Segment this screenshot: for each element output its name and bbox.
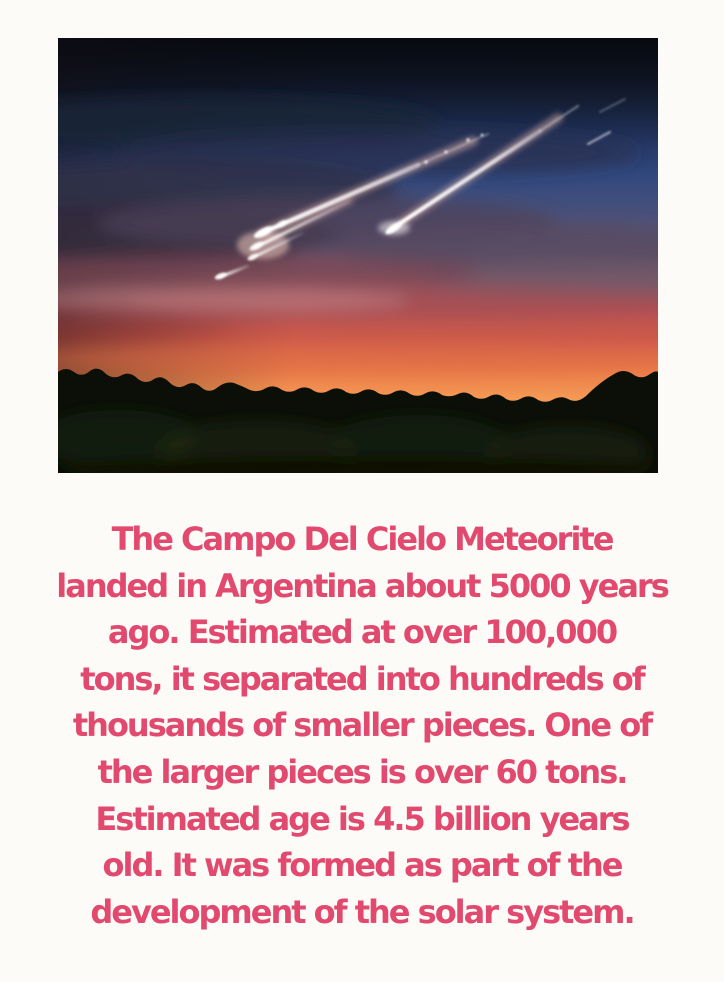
photo-detail-layer (58, 38, 658, 473)
caption-line: ago. Estimated at over 100,000 (107, 613, 617, 652)
caption-line: tons, it separated into hundreds of (80, 659, 644, 698)
caption-line: thousands of smaller pieces. One of (72, 706, 652, 745)
caption-line: Estimated age is 4.5 billion years (95, 799, 629, 838)
cloud-layer (58, 97, 658, 374)
caption-line: development of the solar system. (90, 892, 634, 931)
caption-line: landed in Argentina about 5000 years (56, 566, 668, 605)
caption-text (20, 516, 704, 935)
caption-line: the larger pieces is over 60 tons. (97, 752, 627, 791)
caption-line: The Campo Del Cielo Meteorite (111, 520, 613, 558)
tree-silhouette (58, 369, 658, 473)
meteorite-photo (58, 38, 658, 473)
caption-line: old. It was formed as part of the (102, 846, 622, 885)
